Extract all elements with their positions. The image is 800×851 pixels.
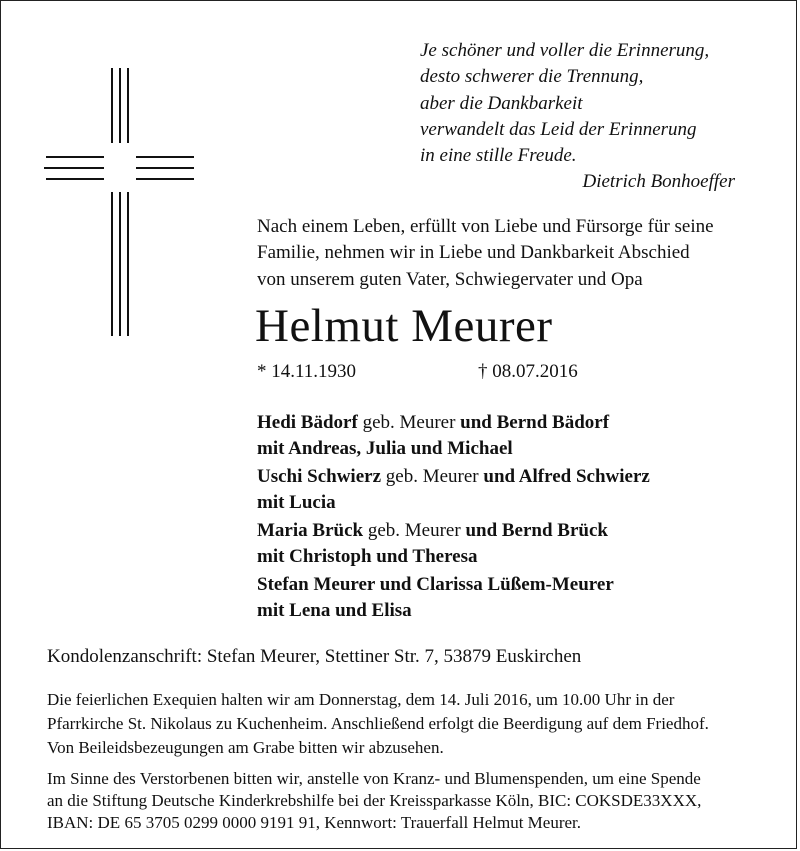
family-children: mit Christoph und Theresa [257,546,478,568]
quote-line: aber die Dankbarkeit [420,92,583,114]
family-name: Maria Brück [257,520,364,541]
family-partner: und Alfred Schwierz [483,466,650,487]
quote-line: in eine stille Freude. [420,145,577,167]
family-nee: geb. Meurer [363,520,466,541]
memorial-quote [420,38,745,196]
quote-line: Je schöner und voller die Erinnerung, [420,40,710,61]
family-group [257,464,777,516]
condolences-notice: Von Beileidsbezeugungen am Grabe bitten wir abzusehen. [47,738,444,757]
death-date: † 08.07.2016 [478,361,578,382]
cross-icon [44,68,194,343]
family-name: Uschi Schwierz [257,466,382,487]
notice-line: Pfarrkirche St. Nikolaus zu Kuchenheim. Anschließend erfolgt die Beerdigung auf dem Friedhof. [47,713,709,733]
quote-line: verwandelt das Leid der Erinnerung [420,118,697,140]
family-name: Stefan Meurer und Clarissa Lüßem-Meurer [257,574,614,595]
family-children: mit Lucia [257,492,336,514]
condolence-address: Kondolenzanschrift: Stefan Meurer, Stettiner Str. 7, 53879 Euskirchen [47,646,582,667]
quote-author: Dietrich Bonhoeffer [582,171,735,193]
family-partner: und Bernd Bädorf [460,412,610,433]
intro-line: Familie, nehmen wir in Liebe und Dankbarkeit Abschied [257,242,690,264]
family-partner: und Bernd Brück [465,520,608,541]
notice-line: Im Sinne des Verstorbenen bitten wir, anstelle von Kranz- und Blumenspenden, um eine Spende [47,769,701,788]
family-children: mit Lena und Elisa [257,600,412,622]
family-group [257,572,777,624]
donation-notice [47,768,777,834]
deceased-name: Helmut Meurer [255,300,553,352]
family-list [257,410,777,626]
quote-line: desto schwerer die Trennung, [420,66,644,88]
intro-line: Nach einem Leben, erfüllt von Liebe und Fürsorge für seine [257,216,714,237]
family-name: Hedi Bädorf [257,412,358,433]
exequies-notice [47,688,777,735]
notice-line: IBAN: DE 65 3705 0299 0000 9191 91, Kennwort: Trauerfall Helmut Meurer. [47,813,582,832]
family-nee: geb. Meurer [381,466,484,487]
family-children: mit Andreas, Julia und Michael [257,438,513,460]
intro-line: von unserem guten Vater, Schwiegervater und Opa [257,268,643,290]
notice-line: an die Stiftung Deutsche Kinderkrebshilfe bei der Kreissparkasse Köln, BIC: COKSDE33XXX, [47,791,702,810]
family-group [257,410,777,462]
intro-text [257,214,727,293]
birth-date: * 14.11.1930 [257,361,357,382]
notice-line: Die feierlichen Exequien halten wir am Donnerstag, dem 14. Juli 2016, um 10.00 Uhr in der [47,690,675,709]
family-nee: geb. Meurer [357,412,461,433]
family-group [257,518,777,570]
